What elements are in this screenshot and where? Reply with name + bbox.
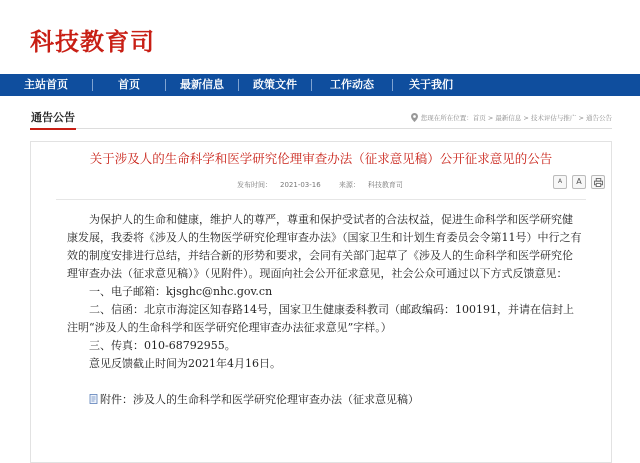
- title-divider: [56, 199, 586, 200]
- breadcrumb: [411, 113, 612, 122]
- spacer: [67, 373, 583, 391]
- font-larger-button[interactable]: A: [572, 175, 586, 189]
- nav-item-latest[interactable]: 最新信息: [180, 78, 224, 91]
- paragraph: 为保护人的生命和健康，维护人的尊严，尊重和保护受试者的合法权益，促进生命科学和医学研究健康发展，我委将《涉及人的生物医学研究伦理审查办法》（国家卫生和计划生育委员会令第11号）中行之有效的制度安排进行总结，并结合新的形势和要求，会同有关部门起草了《涉及人的生命科学和医学研究伦理审查办法（征求意见稿）》（见附件）。现面向社会公开征求意见，社会公众可通过以下方式反馈意见：: [67, 213, 582, 280]
- nav-item-home-portal[interactable]: 主站首页: [24, 78, 68, 91]
- paragraph: 意见反馈截止时间为2021年4月16日。: [89, 357, 281, 370]
- article-tools: [548, 175, 605, 189]
- main-nav: [0, 74, 640, 96]
- attachment-icon: [89, 394, 99, 404]
- article-title: 关于涉及人的生命科学和医学研究伦理审查办法（征求意见稿）公开征求意见的公告: [89, 151, 553, 166]
- publish-label: 发布时间：: [237, 181, 272, 189]
- printer-icon: [594, 178, 603, 187]
- header: [0, 0, 640, 74]
- attachment-row: [67, 391, 583, 409]
- paragraph: 一、电子邮箱：kjsghc@nhc.gov.cn: [89, 285, 273, 298]
- paragraph: 二、信函：北京市海淀区知春路14号，国家卫生健康委科教司（邮政编码：100191，并请在信封上注明“涉及人的生命科学和医学研究伦理审查办法征求意见”字样。）: [67, 303, 574, 334]
- article-body: [67, 211, 583, 409]
- paragraph: 三、传真：010-68792955。: [89, 339, 236, 352]
- source-label: 来源：: [338, 181, 360, 189]
- attachment-link[interactable]: 附件：涉及人的生命科学和医学研究伦理审查办法（征求意见稿）: [100, 393, 419, 406]
- location-pin-icon: [411, 113, 418, 122]
- nav-item-work-news[interactable]: 工作动态: [330, 78, 374, 91]
- nav-item-home[interactable]: 首页: [118, 78, 140, 91]
- nav-item-about[interactable]: 关于我们: [409, 78, 453, 91]
- nav-item-policy[interactable]: 政策文件: [253, 78, 297, 91]
- article-card: [30, 141, 612, 463]
- section-tab[interactable]: 通告公告: [30, 110, 76, 130]
- article-meta: [237, 180, 419, 190]
- print-button[interactable]: [591, 175, 605, 189]
- publish-date: 2021-03-16: [280, 181, 321, 189]
- section-bar: [30, 110, 612, 129]
- source-value: 科技教育司: [367, 181, 403, 189]
- font-smaller-button[interactable]: A: [553, 175, 567, 189]
- breadcrumb-text[interactable]: 您现在所在位置：首页 > 最新信息 > 技术评估与推广 > 通告公告: [420, 114, 612, 122]
- site-title[interactable]: 科技教育司: [30, 28, 155, 56]
